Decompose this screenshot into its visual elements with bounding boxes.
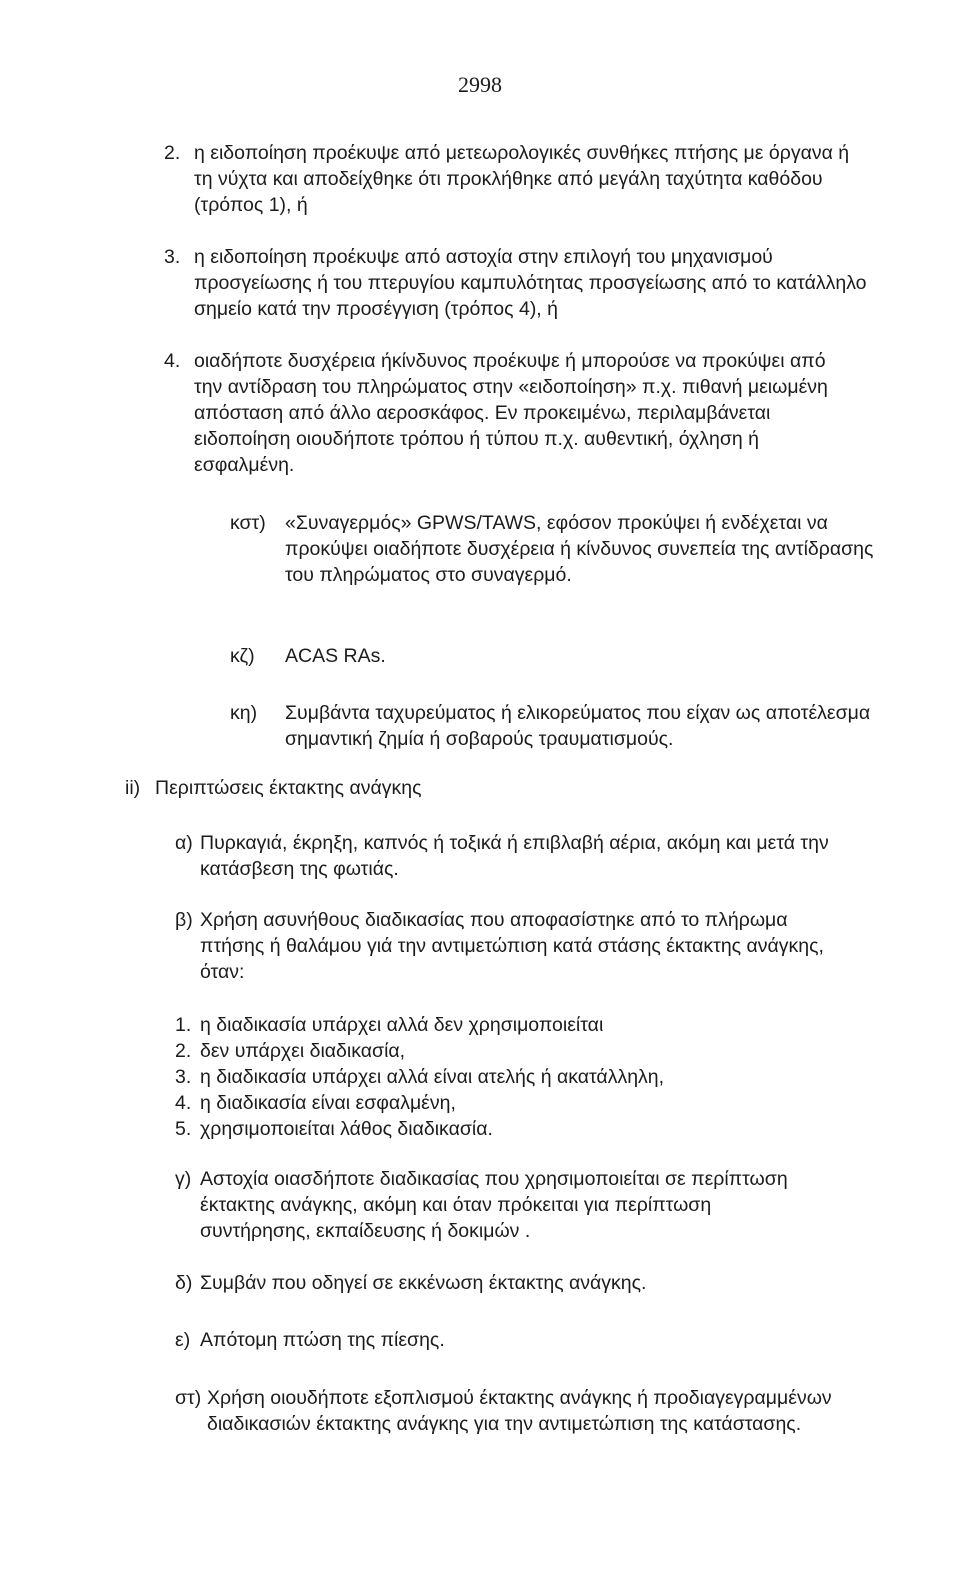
item-label: στ) — [175, 1387, 202, 1409]
list-item — [175, 830, 880, 882]
list-item — [164, 244, 894, 322]
list-item — [164, 348, 854, 478]
sublist — [175, 1012, 875, 1142]
item-number: 2. — [164, 142, 181, 164]
item-label: δ) — [175, 1272, 193, 1294]
item-label: κζ) — [230, 645, 255, 667]
item-number: 3. — [164, 246, 181, 268]
list-item — [175, 1166, 825, 1244]
item-text: Απότομη πτώση της πίεσης. — [200, 1329, 445, 1351]
item-text: Αστοχία οιασδήποτε διαδικασίας που χρησιμοποιείται σε περίπτωση έκτακτης ανάγκης, ακόμη και όταν πρόκειται για περίπτωση συντήρησης, εκπαίδευσης ή δοκιμών . — [200, 1168, 788, 1242]
section-heading — [125, 775, 725, 801]
sublist-item — [175, 1064, 875, 1090]
section-label: ii) — [125, 777, 141, 799]
list-item — [175, 907, 855, 985]
sublist-item — [175, 1012, 875, 1038]
sublist-text: η διαδικασία υπάρχει αλλά δεν χρησιμοποιείται — [200, 1014, 604, 1036]
item-label: κη) — [230, 702, 258, 724]
item-text: η ειδοποίηση προέκυψε από μετεωρολογικές συνθήκες πτήσης με όργανα ή τη νύχτα και αποδείχθηκε ότι προκλήθηκε από μεγάλη ταχύτητα καθόδου (τρόπος 1), ή — [194, 142, 850, 216]
item-label: α) — [175, 832, 193, 854]
sublist-item — [175, 1090, 875, 1116]
sublist-item — [175, 1038, 875, 1064]
sublist-text: η διαδικασία είναι εσφαλμένη, — [200, 1092, 456, 1114]
item-label: β) — [175, 909, 193, 931]
sublist-number: 3. — [175, 1066, 192, 1088]
item-text: Χρήση οιουδήποτε εξοπλισμού έκτακτης ανάγκης ή προδιαγεγραμμένων διαδικασιών έκτακτης ανάγκης για την αντιμετώπιση της κατάστασης. — [207, 1387, 832, 1435]
item-text: «Συναγερμός» GPWS/TAWS, εφόσον προκύψει ή ενδέχεται να προκύψει οιαδήποτε δυσχέρεια ή κίνδυνος συνεπεία της αντίδρασης του πληρώματος στο συναγερμό. — [285, 512, 874, 586]
sublist-number: 4. — [175, 1092, 192, 1114]
item-label: ε) — [175, 1329, 191, 1351]
list-item — [164, 140, 854, 218]
list-item — [175, 1327, 875, 1353]
sublist-number: 2. — [175, 1040, 192, 1062]
item-text: Συμβάντα ταχυρεύματος ή ελικορεύματος που είχαν ως αποτέλεσμα σημαντική ζημία ή σοβαρούς τραυματισμούς. — [285, 702, 871, 750]
list-item — [230, 700, 880, 752]
list-item — [175, 1270, 875, 1296]
sublist-number: 1. — [175, 1014, 192, 1036]
item-text: Χρήση ασυνήθους διαδικασίας που αποφασίστηκε από το πλήρωμα πτήσης ή θαλάμου γιά την αντιμετώπιση κατά στάσης έκτακτης ανάγκης, όταν: — [200, 909, 824, 983]
list-item — [175, 1385, 835, 1437]
sublist-text: χρησιμοποιείται λάθος διαδικασία. — [200, 1118, 493, 1140]
section-title: Περιπτώσεις έκτακτης ανάγκης — [155, 777, 422, 799]
list-item — [230, 510, 880, 588]
item-label: γ) — [175, 1168, 192, 1190]
item-text: ACAS RAs. — [285, 645, 386, 667]
item-text: Πυρκαγιά, έκρηξη, καπνός ή τοξικά ή επιβλαβή αέρια, ακόμη και μετά την κατάσβεση της φωτιάς. — [200, 832, 829, 880]
item-text: η ειδοποίηση προέκυψε από αστοχία στην επιλογή του μηχανισμού προσγείωσης ή του πτερυγίου καμπυλότητας προσγείωσης από το κατάλληλο σημείο κατά την προσέγγιση (τρόπος 4), ή — [194, 246, 867, 320]
item-label: κστ) — [230, 512, 266, 534]
item-text: οιαδήποτε δυσχέρεια ήκίνδυνος προέκυψε ή μπορούσε να προκύψει από την αντίδραση του πληρώματος στην «ειδοποίηση» π.χ. πιθανή μειωμένη απόσταση από άλλο αεροσκάφος. Εν προκειμένω, περιλαμβάνεται ειδοποίηση οιουδήποτε τρόπου ή τύπου π.χ. αυθεντική, όχληση ή εσφαλμένη. — [194, 350, 828, 476]
sublist-text: η διαδικασία υπάρχει αλλά είναι ατελής ή ακατάλληλη, — [200, 1066, 665, 1088]
sublist-item — [175, 1116, 875, 1142]
item-number: 4. — [164, 350, 181, 372]
list-item — [230, 643, 880, 669]
sublist-number: 5. — [175, 1118, 192, 1140]
sublist-text: δεν υπάρχει διαδικασία, — [200, 1040, 406, 1062]
page-number: 2998 — [458, 72, 502, 97]
item-text: Συμβάν που οδηγεί σε εκκένωση έκτακτης ανάγκης. — [200, 1272, 647, 1294]
